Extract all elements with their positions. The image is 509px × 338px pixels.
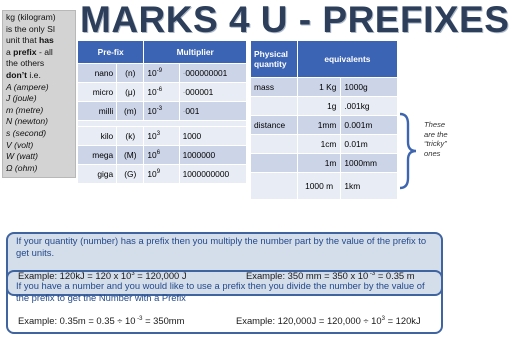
divide-instruction: If you have a number and you would like to use a prefix then you divide the number by the value of the prefix to get the Number with a Prefix [16,280,425,303]
equivalent-from: 1000 m [297,173,341,200]
power-base: 10 [147,131,157,141]
multiplier-digits: 000000001 [185,68,228,78]
multiplier-value: 1000 [179,127,246,146]
table-row [78,165,247,184]
equivalent-to: 1000g [341,78,398,97]
prefix-symbol: (μ) [117,83,144,102]
power-base: 10 [147,150,157,160]
example-text: Example: 120kJ = 120 x 10 [18,270,132,281]
unit-newton: N (newton) [6,116,49,127]
divide-example-1 [18,315,184,326]
quantity-cell: mass [251,78,298,97]
page-title [80,0,509,40]
note-emphasis: don’t [6,69,27,80]
equivalents-header: equivalents [297,41,397,78]
quantity-cell [251,154,298,173]
note-line [6,70,72,82]
example-exponent: -3 [135,316,143,322]
power-of-ten [144,146,179,165]
equivalents-header-row [251,41,398,78]
example-text: Example: 0.35m = 0.35 ÷ 10 [18,315,136,326]
prefix-name: giga [78,165,117,184]
power-base: 10 [147,106,157,116]
prefix-column-header: Pre-fix [78,41,144,64]
example-text: Example: 120,000J = 120,000 ÷ 10 [236,315,382,326]
multiplier-digits: 001 [185,106,200,116]
equivalent-to: .001kg [341,97,398,116]
example-text: Example: 350 mm = 350 x 10 [246,270,369,281]
note-text: unit that [6,35,39,46]
prefix-symbol: (k) [117,127,144,146]
unit-watt: W (watt) [6,151,38,162]
prefix-name: mega [78,146,117,165]
power-exponent: -3 [156,106,163,112]
equivalents-table [250,40,398,200]
equivalent-to: 0.01m [341,135,398,154]
quantity-cell [251,135,298,154]
prefix-name: nano [78,64,117,83]
power-exponent: 9 [156,169,161,175]
prefix-symbol: (n) [117,64,144,83]
example-text: = 120kJ [384,315,421,326]
power-base: 10 [147,87,157,97]
equivalent-from: 1 Kg [297,78,341,97]
equivalent-from: 1cm [297,135,341,154]
example-exponent: -3 [368,271,376,277]
si-units-note [2,10,76,178]
multiplier-value: 1000000 [179,146,246,165]
quantity-cell [251,97,298,116]
multiplier-value: ·001 [179,102,246,121]
table-row [251,135,398,154]
multiplier-digits: 000001 [185,87,214,97]
table-row [78,127,247,146]
table-row [251,154,398,173]
equivalent-to: 1000mm [341,154,398,173]
quantity-cell: distance [251,116,298,135]
equivalent-from: 1g [297,97,341,116]
power-exponent: 3 [156,131,161,137]
right-brace-icon [397,112,419,190]
table-row [78,102,247,121]
note-line [6,35,72,47]
power-of-ten [144,127,179,146]
power-exponent: -9 [156,68,163,74]
unit-ampere: A (ampere) [6,81,49,92]
power-exponent: 6 [156,150,161,156]
table-row [78,146,247,165]
table-row [251,173,398,200]
example-text: = 120,000 J [134,270,187,281]
example-exponent: 3 [381,316,385,322]
power-of-ten [144,102,179,121]
prefix-name: kilo [78,127,117,146]
power-of-ten [144,64,179,83]
tricky-note: These are the “tricky” ones [424,120,448,158]
prefix-name: milli [78,102,117,121]
unit-ohm: Ω (ohm) [6,162,38,173]
multiplier-column-header: Multiplier [144,41,247,64]
equivalent-to: 1km [341,173,398,200]
power-of-ten [144,165,179,184]
equivalent-from: 1mm [297,116,341,135]
prefix-symbol: (m) [117,102,144,121]
note-line: kg (kilogram) [6,12,56,22]
power-exponent: -6 [156,87,163,93]
note-emphasis: prefix [13,46,37,57]
prefix-symbol: (M) [117,146,144,165]
unit-metre: m (metre) [6,104,44,115]
table-row [78,64,247,83]
table-row [251,97,398,116]
power-of-ten [144,83,179,102]
quantity-cell [251,173,298,200]
note-text: - all [36,46,53,57]
example-text: = 0.35 m [375,270,415,281]
example-exponent: 3 [131,271,135,277]
equivalent-from: 1m [297,154,341,173]
multiply-instruction: If your quantity (number) has a prefix then you multiply the number part by the value of the prefix to get units. [16,235,427,258]
unit-second: s (second) [6,127,47,138]
physical-quantity-header: Physical quantity [251,41,298,78]
table-row [78,83,247,102]
page-title-text: MARKS 4 U - PREFIXES [80,0,509,40]
note-line: is the only SI [6,23,56,34]
prefix-table [77,40,247,184]
power-base: 10 [147,68,157,78]
table-row [251,78,398,97]
power-base: 10 [147,169,157,179]
note-line [6,47,72,59]
unit-joule: J (joule) [6,93,37,104]
example-text: = 350mm [142,315,185,326]
prefix-symbol: (G) [117,165,144,184]
note-text: i.e. [27,69,41,80]
note-text: a [6,46,14,57]
multiplier-value: ·000000001 [179,64,246,83]
multiplier-value: ·000001 [179,83,246,102]
table-row [251,116,398,135]
prefix-header-row [78,41,247,64]
note-emphasis: has [38,35,54,46]
note-line: the others [6,58,45,69]
divide-example-2 [236,315,421,326]
equivalent-to: 0.001m [341,116,398,135]
multiplier-value: 1000000000 [179,165,246,184]
prefix-name: micro [78,83,117,102]
unit-volt: V (volt) [6,139,34,150]
